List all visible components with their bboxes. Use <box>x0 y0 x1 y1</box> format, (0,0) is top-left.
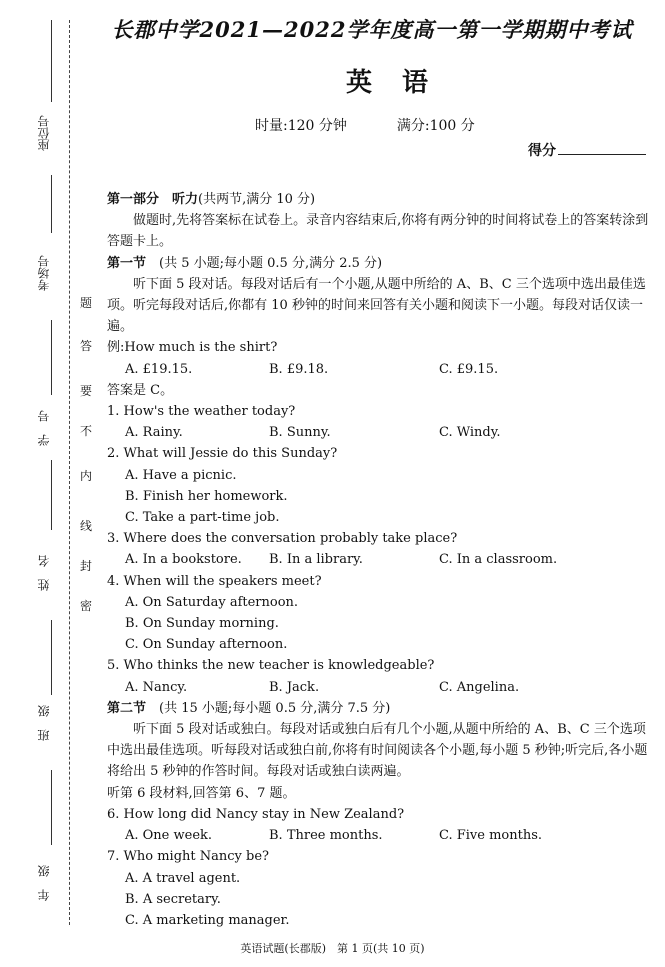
seal-char: 答 <box>80 339 93 353</box>
question-7-option-a: A. A travel agent. <box>125 870 241 886</box>
binding-dashed-line <box>69 20 70 925</box>
time-limit: 时量:120 分钟 <box>255 118 347 134</box>
seal-char: 题 <box>80 296 93 310</box>
student-number-blank <box>51 320 52 395</box>
seal-char: 线 <box>80 519 93 533</box>
example-options: A. £19.15. B. £9.18. C. £9.15. <box>125 361 499 377</box>
seat-number-label: 座位号 <box>37 115 51 151</box>
seat-number-blank <box>51 20 52 102</box>
exam-meta <box>255 115 525 135</box>
exam-room-blank <box>51 175 52 233</box>
question-2-option-b: B. Finish her homework. <box>125 488 288 504</box>
question-7: 7. Who might Nancy be? <box>107 849 270 865</box>
question-3-options: A. In a bookstore. B. In a library. C. In a classroom. <box>125 552 558 568</box>
exam-content <box>107 189 652 931</box>
question-3: 3. Where does the conversation probably take place? <box>107 531 458 547</box>
example-question: 例:How much is the shirt? <box>107 340 278 356</box>
question-5-options: A. Nancy. B. Jack. C. Angelina. <box>125 679 520 695</box>
question-2: 2. What will Jessie do this Sunday? <box>107 446 338 462</box>
grade-blank <box>51 770 52 845</box>
question-5: 5. Who thinks the new teacher is knowledgeable? <box>107 658 435 674</box>
exam-room-label: 考场号 <box>37 255 51 291</box>
seal-char: 密 <box>80 599 93 613</box>
full-score: 满分:100 分 <box>396 118 475 134</box>
question-4-option-a: A. On Saturday afternoon. <box>125 594 299 610</box>
name-blank <box>51 460 52 530</box>
page-footer: 英语试题(长郡版) 第 1 页(共 10 页) <box>240 942 425 955</box>
question-6-options: A. One week. B. Three months. C. Five months. <box>125 828 543 844</box>
seal-char: 内 <box>80 469 93 483</box>
question-2-option-a: A. Have a picnic. <box>125 467 237 483</box>
subject-title: 英语 <box>345 68 458 98</box>
class-label: 班 级 <box>37 705 51 741</box>
section1-instructions: 听下面 5 段对话。每段对话后有一个小题,从题中所给的 A、B、C 三个选项中选出最佳选项。听完每段对话后,你都有 10 秒钟的时间来回答有关小题和阅读下一小题。每段对话仅读一遍。 <box>107 276 646 335</box>
name-label: 姓 名 <box>37 555 51 591</box>
exam-title: 长郡中学2021—2022学年度高一第一学期期中考试 <box>111 17 633 42</box>
question-4: 4. When will the speakers meet? <box>107 573 322 589</box>
section1-heading: 第一节 (共 5 小题;每小题 0.5 分,满分 2.5 分) <box>107 255 383 271</box>
seal-char: 封 <box>80 559 93 573</box>
question-7-option-b: B. A secretary. <box>125 891 221 907</box>
question-4-option-c: C. On Sunday afternoon. <box>125 637 288 653</box>
seal-char: 不 <box>80 424 93 438</box>
question-2-option-c: C. Take a part-time job. <box>125 510 280 526</box>
score-blank <box>558 142 646 155</box>
question-6: 6. How long did Nancy stay in New Zealand? <box>107 806 405 822</box>
seal-char: 要 <box>80 384 93 398</box>
question-1-options: A. Rainy. B. Sunny. C. Windy. <box>125 425 501 441</box>
part1-instructions: 做题时,先将答案标在试卷上。录音内容结束后,你将有两分钟的时间将试卷上的答案转涂到答题卡上。 <box>107 213 649 250</box>
material-6-note: 听第 6 段材料,回答第 6、7 题。 <box>107 785 296 801</box>
section2-heading: 第二节 (共 15 小题;每小题 0.5 分,满分 7.5 分) <box>107 700 391 716</box>
student-number-label: 学 号 <box>37 410 51 446</box>
question-7-option-c: C. A marketing manager. <box>125 912 290 928</box>
section2-instructions: 听下面 5 段对话或独白。每段对话或独白后有几个小题,从题中所给的 A、B、C 三个选项中选出最佳选项。听每段对话或独白前,你将有时间阅读各个小题,每小题 5 秒钟;听完后,各小题将给出 5 秒钟的作答时间。每段对话或独白读两遍。 <box>107 722 648 780</box>
score-box <box>528 140 646 160</box>
question-1: 1. How's the weather today? <box>107 404 296 420</box>
class-blank <box>51 620 52 695</box>
part1-heading: 第一部分 听力(共两节,满分 10 分) <box>107 192 316 207</box>
score-label: 得分 <box>528 143 556 159</box>
question-4-option-b: B. On Sunday morning. <box>125 616 279 632</box>
grade-label: 年 级 <box>37 865 51 901</box>
example-answer: 答案是 C。 <box>107 382 174 398</box>
